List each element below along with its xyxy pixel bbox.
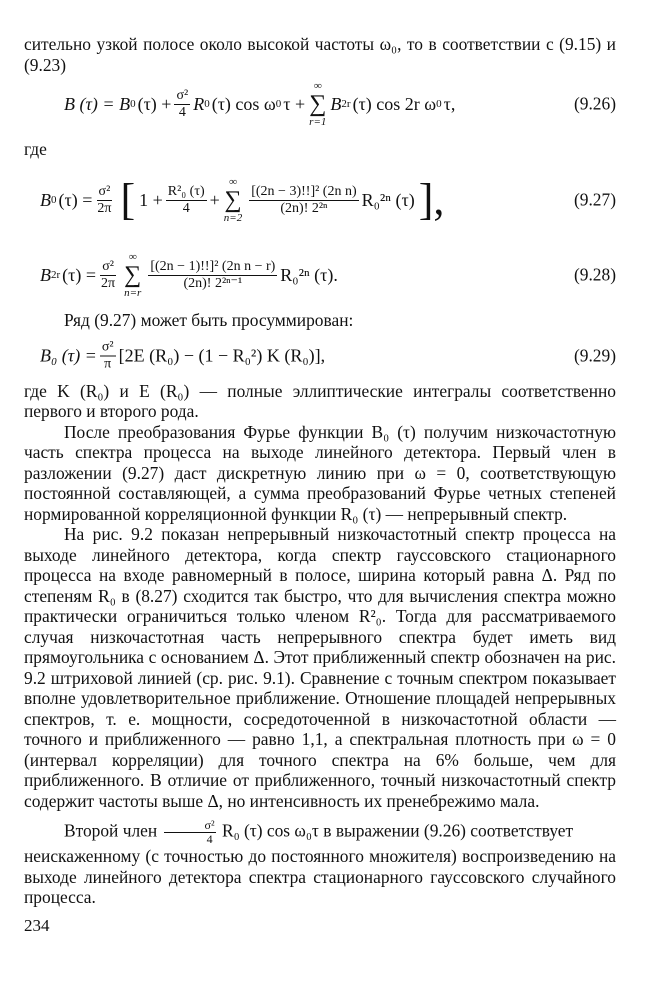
eq928-frac1-num: σ² <box>102 258 114 274</box>
eq926-frac <box>174 88 190 121</box>
eq926-sum-bot: r=1 <box>309 116 327 128</box>
equation-9-28 <box>24 240 616 310</box>
eq926-t2: R <box>193 93 205 114</box>
eq927-right-bracket: ], <box>418 175 445 224</box>
equation-9-29 <box>24 331 616 381</box>
eq927-sum-bot: n=2 <box>223 212 243 224</box>
eq928-frac1 <box>99 259 117 292</box>
eq929-rhs: [2E (R₀) − (1 − R₀²) K (R₀)], <box>118 345 326 365</box>
eq929-frac-den: π <box>104 356 112 371</box>
eq926-sub0a: 0 <box>130 98 136 110</box>
eq926-t1: (τ) + <box>137 93 172 114</box>
eq928-number: (9.28) <box>573 264 616 285</box>
paragraph-2: После преобразования Фурье функции B₀ (τ) получим низкочастотную часть спектра процесса на выходе линейного детектора. Первый член в разложении (9.27) даст дискретную линию при ω = 0, соответствующую постоянной составляющей, а сумма преобразований Фурье четных степеней нормированной корреляционной функции R₀ (τ) — непрерывный спектр. <box>24 421 616 524</box>
series-text: Ряд (9.27) может быть просуммирован: <box>64 310 354 330</box>
eq929-frac-num: σ² <box>101 339 114 354</box>
eq926-t4: τ + <box>283 93 306 114</box>
eq926-frac-den: 4 <box>178 104 186 120</box>
para4-a: Второй член <box>64 820 158 841</box>
eq926-sub0b: 0 <box>204 98 210 110</box>
eq928-frac2 <box>148 259 277 292</box>
eq927-frac3 <box>249 184 358 217</box>
eq928-sum <box>124 251 141 299</box>
eq927-sum-sign: ∑ <box>224 187 242 213</box>
eq926-frac-num: σ² <box>176 87 189 103</box>
para4-frac-num: σ² <box>164 819 216 833</box>
where-text: где <box>24 139 47 159</box>
eq927-frac3-num: [(2n − 3)!!]² (2n n) <box>251 183 357 199</box>
eq927-sum <box>224 176 242 224</box>
eq927-lhs2: (τ) = <box>58 189 93 210</box>
eq928-frac1-den: 2π <box>101 275 116 291</box>
eq928-sum-bot: n=r <box>124 287 142 299</box>
eq926-t5: B <box>330 93 342 114</box>
eq927-one: 1 + <box>139 189 163 210</box>
paragraph-4-line1 <box>24 819 616 846</box>
eq926-sub0c: 0 <box>275 98 282 110</box>
eq927-frac1 <box>95 184 113 217</box>
eq929-frac <box>100 339 116 372</box>
eq927-frac3-den: (2n)! 2²ⁿ <box>280 200 328 216</box>
eq927-frac1-den: 2π <box>97 200 112 216</box>
paragraph-4-rest: неискаженному (с точностью до постоянного множителя) воспроизведению на выходе линейного детектора спектра стационарного гауссовского случайного процесса. <box>24 846 616 907</box>
eq927-plus: + <box>209 189 220 210</box>
eq928-tail: R₀²ⁿ (τ). <box>280 264 338 285</box>
para4-frac <box>164 819 216 846</box>
eq926-lhs: B (τ) = B <box>64 93 131 114</box>
page-number: 234 <box>24 915 50 935</box>
eq927-left-bracket: [ <box>120 175 136 224</box>
eq928-lhs: B <box>40 264 51 285</box>
eq928-frac2-den: (2n)! 2²ⁿ⁻¹ <box>183 275 243 291</box>
eq926-t3: (τ) cos ω <box>211 93 276 114</box>
eq929-lhs: B₀ (τ) = <box>40 345 97 365</box>
eq926-number: (9.26) <box>573 93 616 114</box>
page <box>24 34 616 936</box>
eq926-sum-sign: ∑ <box>309 91 327 117</box>
eq927-frac1-num: σ² <box>98 183 111 199</box>
eq926-t7: τ, <box>443 93 456 114</box>
eq927-frac2 <box>166 184 207 217</box>
eq928-sum-top: ∞ <box>128 251 137 263</box>
eq927-number: (9.27) <box>573 189 616 210</box>
eq926-sum-top: ∞ <box>313 80 322 92</box>
eq929-number: (9.29) <box>573 345 616 365</box>
paragraph-1: где K (R₀) и E (R₀) — полные эллиптические интегралы соответственно первого и второго рода. <box>24 380 616 421</box>
eq927-sub0: 0 <box>51 194 57 206</box>
para4-b: R₀ (τ) cos ω₀τ в выражении (9.26) соответствует <box>221 820 574 841</box>
eq927-tail: R₀²ⁿ (τ) <box>361 189 415 210</box>
eq928-sub2r: 2r <box>51 269 61 281</box>
eq926-t6: (τ) cos 2r ω <box>352 93 437 114</box>
eq928-frac2-num: [(2n − 1)!!]² (2n n − r) <box>150 258 276 274</box>
eq927-lhs: B <box>40 189 51 210</box>
eq926-sub2r: 2r <box>341 98 351 110</box>
eq926-sub0d: 0 <box>436 98 442 110</box>
eq927-frac2-num: R²₀ (τ) <box>167 183 205 199</box>
eq927-frac2-den: 4 <box>182 200 190 216</box>
eq926-sum <box>309 80 326 128</box>
paragraph-3: На рис. 9.2 показан непрерывный низкочастотный спектр процесса на выходе линейного детектора, когда спектр гауссовского стационарного процесса на входе равномерный в полосе, ширина который равна Δ. Ряд по степеням R₀ в (8.27) сходится так быстро, что для вычисления спектра можно практически ограничиться только членом R²₀. Тогда для рассматриваемого случая низкочастотная часть непрерывного спектра будет иметь вид прямоугольника с основанием Δ. Этот приближенный спектр обозначен на рис. 9.2 штриховой линией (ср. рис. 9.1). Сравнение с точным спектром показывает вполне удовлетворительное приближение. Отношение площадей непрерывных спектров, т. е. мощности, сосредоточенной в низкочастотной области — точного и приближенного — равно 1,1, а спектральная плотность при ω = 0 (интервал корреляции) для точного спектра на 6% больше, чем для приближенного. В отличие от приближенного, точный низкочастотный спектр содержит частоты выше Δ, но интенсивность их пренебрежимо мала. <box>24 524 616 811</box>
equation-9-26 <box>24 75 616 133</box>
eq928-sum-sign: ∑ <box>124 262 142 288</box>
intro-text: сительно узкой полосе около высокой частоты ω₀, то в соответствии с (9.15) и (9.23) <box>24 34 616 75</box>
eq928-lhs2: (τ) = <box>62 264 97 285</box>
para4-frac-den: 4 <box>206 832 213 846</box>
eq927-sum-top: ∞ <box>229 176 237 188</box>
equation-9-27 <box>24 160 616 240</box>
